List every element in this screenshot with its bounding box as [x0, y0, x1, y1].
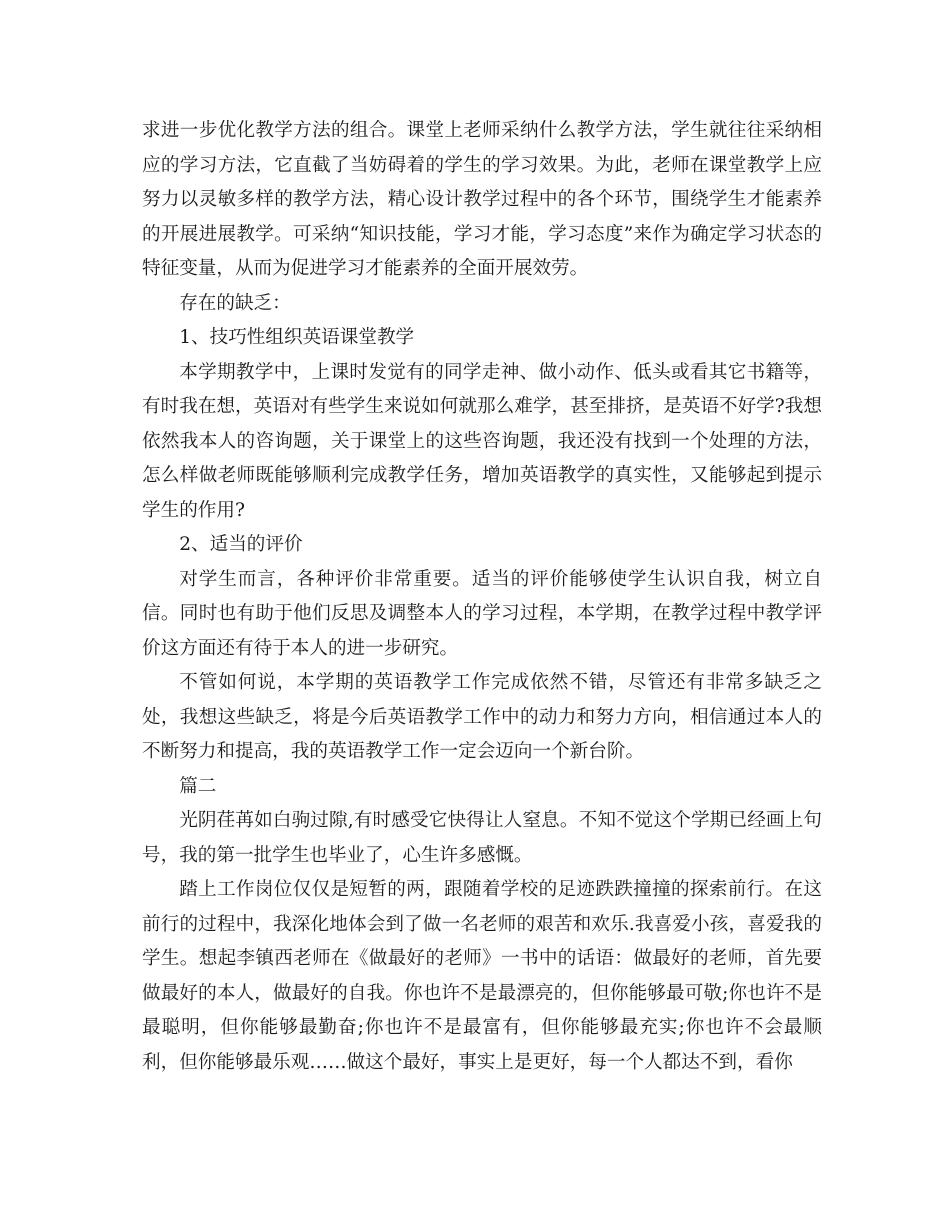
paragraph-time-flies: 光阴荏苒如白驹过隙,有时感受它快得让人窒息。不知不觉这个学期已经画上句号，我的第一批学生也毕业了，心生许多感慨。	[142, 810, 822, 866]
paragraph-evaluation: 对学生而言，各种评价非常重要。适当的评价能够使学生认识自我，树立自信。同时也有助于他们反思及调整本人的学习过程，本学期，在教学过程中教学评价这方面还有待于本人的进一步研究。	[142, 568, 822, 659]
heading-item-2: 2、适当的评价	[179, 534, 303, 555]
paragraph-teaching-reflection: 踏上工作岗位仅仅是短暂的两，跟随着学校的足迹跌跌撞撞的探索前行。在这前行的过程中，我深化地体会到了做一名老师的艰苦和欢乐.我喜爱小孩，喜爱我的学生。想起李镇西老师在《做最好的老师》一书中的话语：做最好的老师，首先要做最好的本人，做最好的自我。你也许不是最漂亮的，但你能够最可敬;你也许不是最聪明，但你能够最勤奋;你也许不是最富有，但你能够最充实;你也许不会最顺利，但你能够最乐观……做这个最好，事实上是更好，每一个人都达不到，看你	[142, 879, 822, 1073]
paragraph-conclusion: 不管如何说，本学期的英语教学工作完成依然不错，尽管还有非常多缺乏之处，我想这些缺乏，将是今后英语教学工作中的动力和努力方向，相信通过本人的不断努力和提高，我的英语教学工作一定会迈向一个新台阶。	[142, 672, 822, 762]
document-body	[142, 114, 822, 1080]
heading-item-1: 1、技巧性组织英语课堂教学	[179, 327, 415, 348]
paragraph-classroom-issues: 本学期教学中，上课时发觉有的同学走神、做小动作、低头或看其它书籍等，有时我在想，英语对有些学生来说如何就那么难学，甚至排挤，是英语不好学?我想依然我本人的咨询题，关于课堂上的这些咨询题，我还没有找到一个处理的方法，怎么样做老师既能够顺利完成教学任务，增加英语教学的真实性，又能够起到提示学生的作用?	[142, 361, 822, 521]
heading-shortcomings: 存在的缺乏：	[179, 292, 291, 314]
section-heading-part-two: 篇二	[179, 775, 217, 797]
paragraph-continued-methods: 求进一步优化教学方法的组合。课堂上老师采纳什么教学方法，学生就往往采纳相应的学习方法，它直截了当妨碍着的学生的学习效果。为此，老师在课堂教学上应努力以灵敏多样的教学方法，精心设计教学过程中的各个环节，围绕学生才能素养的开展进展教学。可采纳“知识技能，学习才能，学习态度”来作为确定学习状态的特征变量，从而为促进学习才能素养的全面开展效劳。	[142, 120, 822, 279]
